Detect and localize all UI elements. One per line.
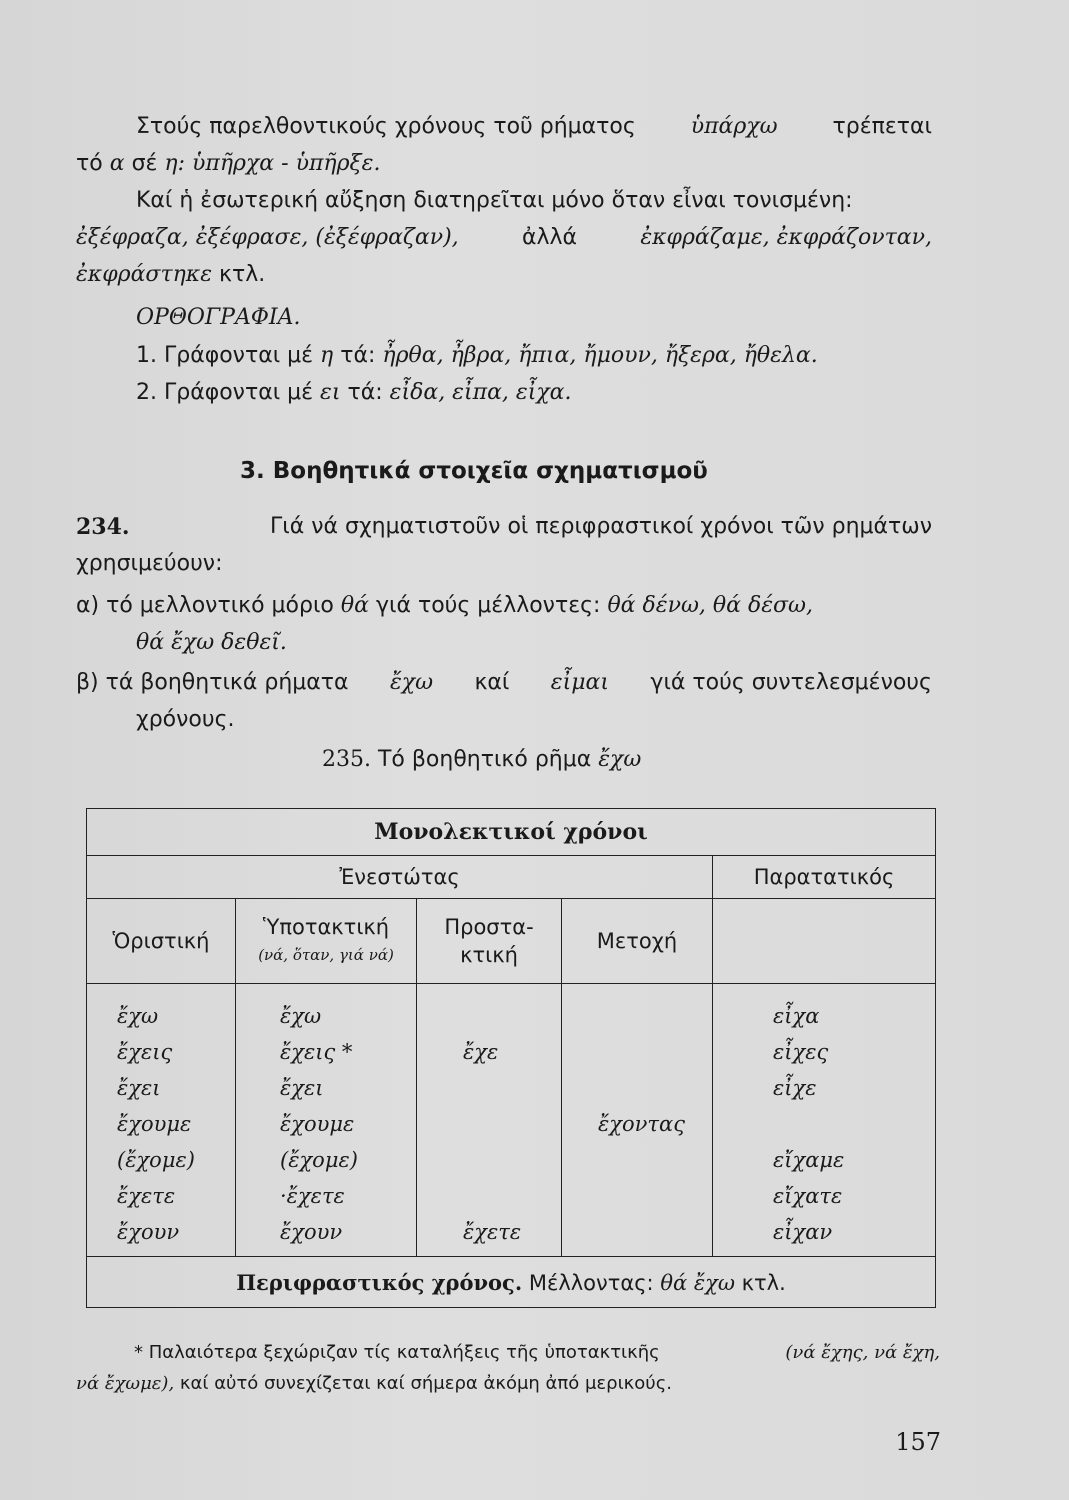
text-italic: ὑπῆρχα - ὑπῆρξε. (192, 151, 381, 176)
imperative-col (417, 984, 561, 1250)
para1-line2 (76, 149, 380, 179)
form: ἔχετε (463, 1220, 522, 1244)
subjunctive-forms (236, 984, 417, 1257)
spacer (598, 998, 712, 1106)
text-italic: ει (320, 380, 341, 405)
text-italic: ὑπάρχω (690, 114, 778, 139)
footnote-line1 (134, 1339, 940, 1367)
text: γιά τούς μέλλοντες: (376, 593, 601, 618)
indicative-forms (87, 984, 236, 1257)
text: καί αὐτό συνεχίζεται καί σήμερα ἀκόμη ἀπό μερικούς. (179, 1373, 672, 1394)
text-italic: ἔχω (598, 747, 642, 772)
form: εἴχαμε (773, 1148, 845, 1172)
spacer (463, 998, 561, 1034)
participle-forms (562, 984, 713, 1257)
orthography-item-1 (136, 341, 818, 371)
table-subheader-row (87, 899, 936, 984)
text-italic: ἐκφράστηκε (76, 262, 213, 287)
text: τά: (347, 380, 383, 405)
text: Τό βοηθητικό ρῆμα (377, 747, 592, 772)
footnote-line2 (76, 1370, 672, 1398)
form: εἶχα (773, 1004, 820, 1028)
imperative-label-2: κτική (460, 943, 518, 967)
table-footer (87, 1257, 936, 1308)
header-participle: Μετοχή (562, 899, 713, 984)
para2-line3 (76, 260, 265, 290)
text: ἀλλά (521, 225, 578, 250)
table-title-row (87, 809, 936, 856)
text-italic: η (320, 343, 334, 368)
imperfect-col (713, 984, 935, 1250)
paragraph-number: 234. (76, 514, 130, 540)
p234-line2: χρησιμεύουν: (76, 551, 223, 576)
text: α) τό μελλοντικό μόριο (76, 593, 334, 618)
form: ἔχω (117, 1004, 159, 1028)
form: εἶχε (773, 1076, 817, 1100)
text-italic: θά (340, 593, 369, 618)
subjunctive-note: (νά, ὅταν, γιά νά) (258, 946, 394, 964)
header-empty (713, 899, 936, 984)
orthography-title: ΟΡΘΟΓΡΑΦΙΑ. (136, 305, 301, 330)
p234-b-line2: χρόνους. (136, 707, 235, 732)
p235-title (322, 745, 641, 775)
form: ἔχετε (117, 1184, 176, 1208)
participle-col (562, 984, 712, 1142)
p234-a-line2: θά ἔχω δεθεῖ. (136, 630, 287, 655)
form: ἔχεις (117, 1040, 173, 1064)
table-footer-row (87, 1257, 936, 1308)
text-italic: (νά ἔχης, νά ἔχη, (785, 1342, 940, 1363)
table-forms-row (87, 984, 936, 1257)
text-italic: εἶδα, εἶπα, εἶχα. (389, 380, 572, 405)
form: ἔχουν (280, 1220, 343, 1244)
orthography-item-2 (136, 378, 572, 408)
imperative-label-1: Προστα- (444, 915, 534, 939)
form: ἔχουμε (280, 1112, 355, 1136)
form: (ἔχομε) (280, 1148, 358, 1172)
p234-a-line1 (76, 591, 813, 621)
text-italic: η: (164, 151, 186, 176)
header-imperfect: Παρατατικός (713, 856, 936, 899)
text-italic: εἶμαι (550, 670, 609, 695)
text: κτλ. (219, 262, 266, 287)
p234-b-line1 (76, 668, 932, 698)
text-italic: νά ἔχωμε), (76, 1373, 175, 1394)
text: κτλ. (741, 1270, 786, 1295)
form: ἔχω (280, 1004, 322, 1028)
text: 2. Γράφονται μέ (136, 380, 314, 405)
text-italic: ἦρθα, ἦβρα, ἤπια, ἤμουν, ἤξερα, ἤθελα. (382, 343, 818, 368)
form: (ἔχομε) (117, 1148, 195, 1172)
text: τρέπεται (832, 114, 932, 139)
form: ἔχουμε (117, 1112, 192, 1136)
form: ἔχε (463, 1040, 499, 1064)
form: εἶχαν (773, 1220, 833, 1244)
form: ἔχοντας (598, 1112, 685, 1136)
imperative-forms (417, 984, 562, 1257)
form: εἴχατε (773, 1184, 843, 1208)
subjunctive-label: Ὑποτακτική (262, 915, 390, 939)
page-number: 157 (895, 1428, 941, 1456)
conjugation-table (86, 808, 936, 1308)
table-title: Μονολεκτικοί χρόνοι (87, 809, 936, 856)
form: ἔχεις * (280, 1040, 353, 1064)
header-present: Ἐνεστώτας (87, 856, 713, 899)
spacer (773, 1106, 935, 1142)
text: * Παλαιότερα ξεχώριζαν τίς καταλήξεις τῆς ὑποτακτικῆς (134, 1342, 660, 1363)
header-subjunctive (236, 899, 417, 984)
text-italic: α (109, 151, 125, 176)
text-bold: Περιφραστικός χρόνος. (236, 1269, 523, 1295)
subjunctive-col (236, 984, 416, 1250)
text-italic: ἐκφράζαμε, ἐκφράζονταν, (640, 225, 932, 250)
text-italic: ἐξέφραζα, ἐξέφρασε, (ἐξέφραζαν), (76, 225, 459, 250)
text: β) τά βοηθητικά ρήματα (76, 670, 349, 695)
text: σέ (131, 151, 158, 176)
section-heading: 3. Βοηθητικά στοιχεῖα σχηματισμοῦ (240, 458, 708, 484)
table-header-row (87, 856, 936, 899)
imperfect-forms (713, 984, 936, 1257)
text-italic: θά ἔχω (660, 1270, 735, 1295)
text: Στούς παρελθοντικούς χρόνους τοῦ ρήματος (136, 114, 636, 139)
p234-line1 (76, 512, 932, 542)
spacer (463, 1070, 561, 1214)
paragraph-number: 235. (322, 747, 371, 772)
form: ἔχουν (117, 1220, 180, 1244)
text: καί (474, 670, 510, 695)
text: Γιά νά σχηματιστοῦν οἱ περιφραστικοί χρόνοι τῶν ρημάτων (270, 514, 932, 539)
indicative-col (87, 984, 235, 1250)
text-italic: ἔχω (389, 670, 434, 695)
text: τό (76, 151, 103, 176)
text: τά: (340, 343, 376, 368)
para2-line2 (76, 223, 932, 253)
header-indicative: Ὁριστική (87, 899, 236, 984)
header-imperative (417, 899, 562, 984)
para2-line1: Καί ἡ ἐσωτερική αὔξηση διατηρεῖται μόνο ὅταν εἶναι τονισμένη: (136, 188, 853, 213)
text-italic: θά δένω, θά δέσω, (607, 593, 813, 618)
text: γιά τούς συντελεσμένους (650, 670, 932, 695)
text: 1. Γράφονται μέ (136, 343, 314, 368)
form: ἔχει (117, 1076, 161, 1100)
text: Μέλλοντας: (528, 1270, 654, 1295)
form: ·ἔχετε (280, 1184, 345, 1208)
para1-line1 (136, 112, 932, 142)
form: ἔχει (280, 1076, 324, 1100)
form: εἶχες (773, 1040, 829, 1064)
